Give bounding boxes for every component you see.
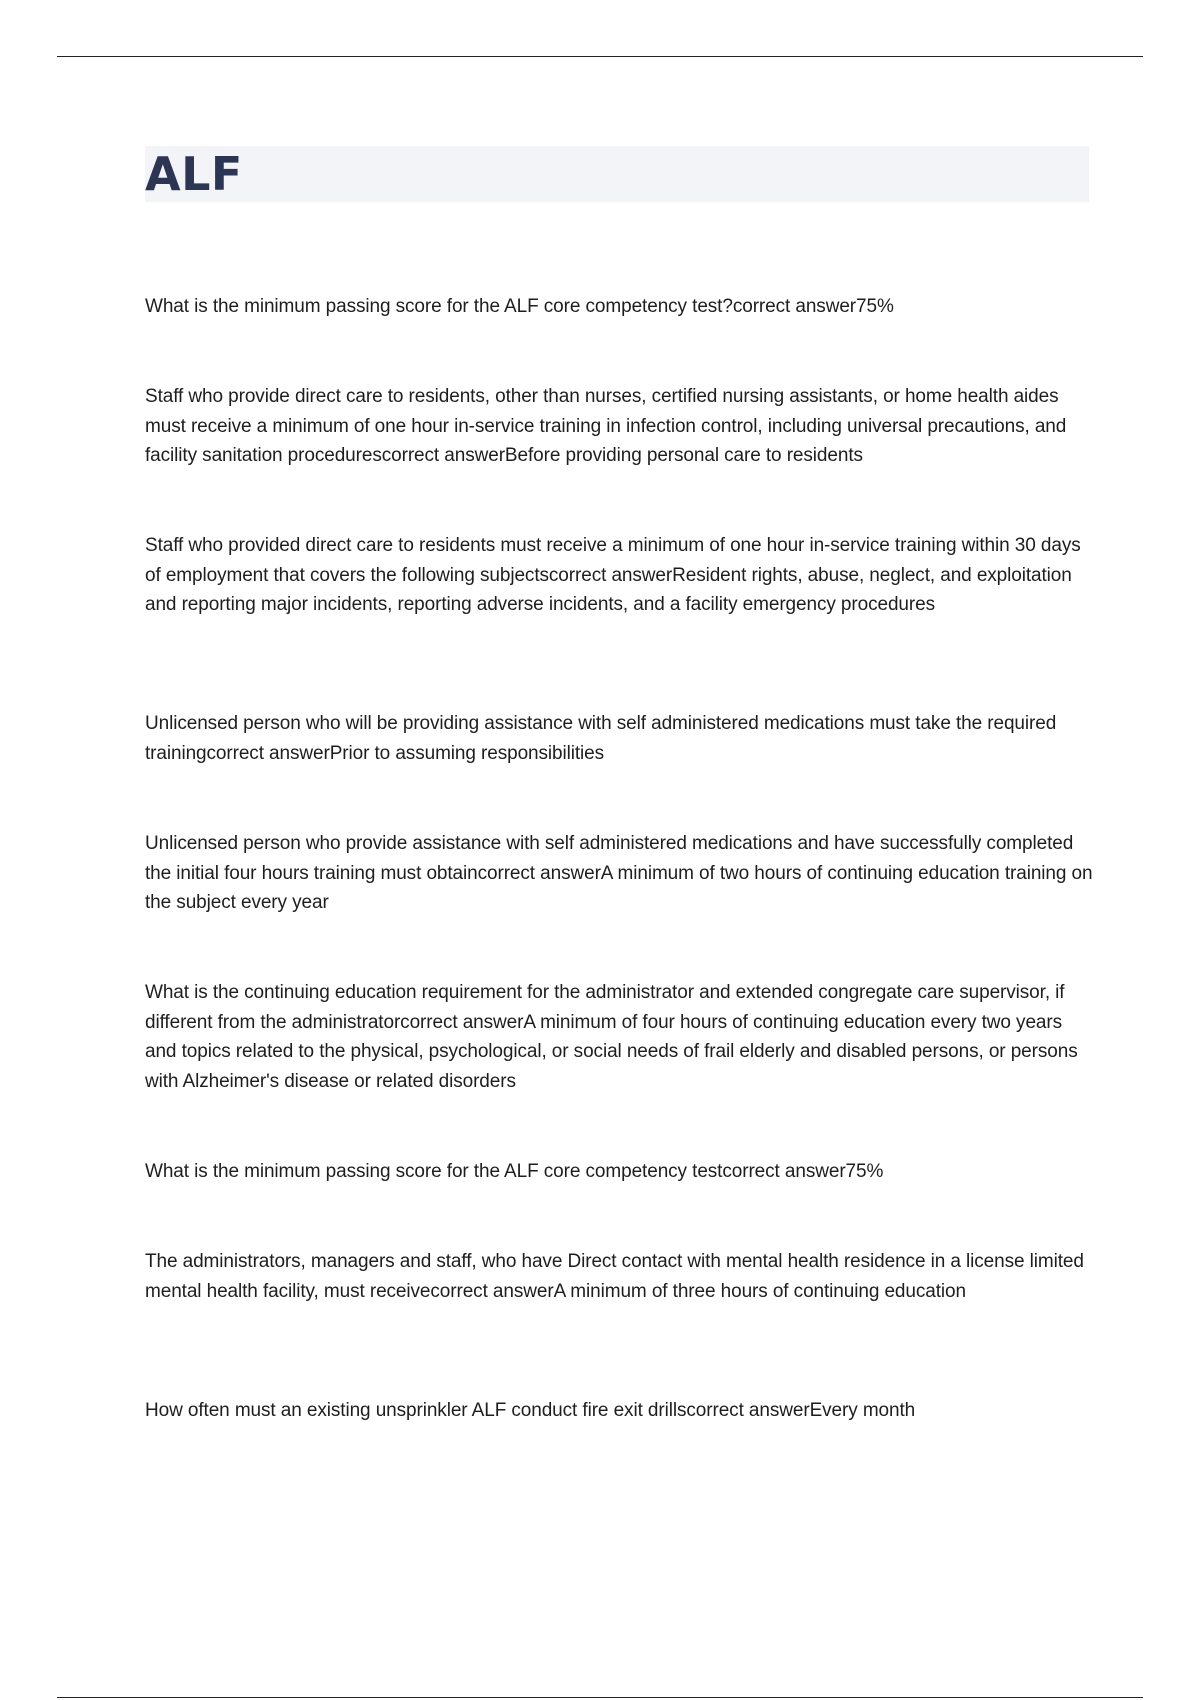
qa-entry-8: The administrators, managers and staff, who have Direct contact with mental health residence in a license limited mental health facility, must receivecorrect answerA minimum of three hours of continuing education xyxy=(145,1251,1084,1302)
qa-entry-7: What is the minimum passing score for the ALF core competency testcorrect answer75% xyxy=(145,1161,884,1182)
title-band xyxy=(145,146,1089,202)
document-title: ALF xyxy=(145,147,243,201)
qa-entry-5: Unlicensed person who provide assistance with self administered medications and have successfully completed the initial four hours training must obtaincorrect answerA minimum of two hours of continuing education training on the subject every year xyxy=(145,833,1093,913)
qa-entry-6: What is the continuing education requirement for the administrator and extended congregate care supervisor, if different from the administratorcorrect answerA minimum of four hours of continuing education every two years and topics related to the physical, psychological, or social needs of frail elderly and disabled persons, or persons with Alzheimer's disease or related disorders xyxy=(145,982,1078,1092)
bottom-rule xyxy=(57,1697,1143,1698)
qa-entry-3: Staff who provided direct care to residents must receive a minimum of one hour in-service training within 30 days of employment that covers the following subjectscorrect answerResident rights, abuse, neglect, and exploitation and reporting major incidents, reporting adverse incidents, and a facility emergency procedures xyxy=(145,535,1081,615)
top-rule xyxy=(57,56,1143,57)
qa-entry-1: What is the minimum passing score for the ALF core competency test?correct answer75% xyxy=(145,296,894,317)
qa-entry-9: How often must an existing unsprinkler ALF conduct fire exit drillscorrect answerEvery month xyxy=(145,1400,916,1421)
qa-entry-4: Unlicensed person who will be providing assistance with self administered medications must take the required trainingcorrect answerPrior to assuming responsibilities xyxy=(145,713,1057,764)
qa-entry-2: Staff who provide direct care to residents, other than nurses, certified nursing assistants, or home health aides must receive a minimum of one hour in-service training in infection control, including universal precautions, and facility sanitation procedurescorrect answerBefore providing personal care to residents xyxy=(145,386,1067,466)
